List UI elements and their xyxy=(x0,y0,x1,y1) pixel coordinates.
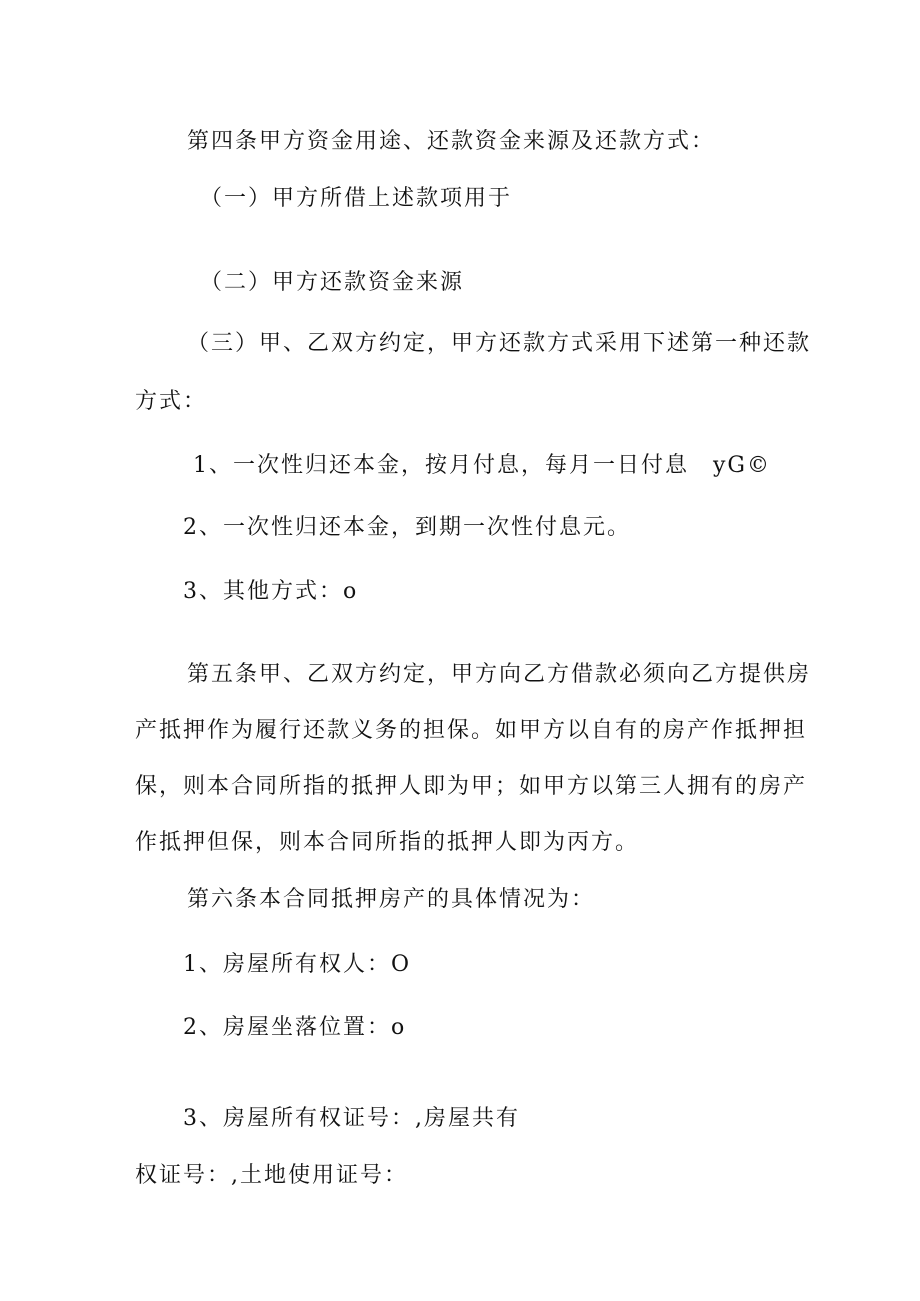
property-owner: 1、房屋所有权人：O xyxy=(183,952,412,977)
article4-item3-line2: 方式： xyxy=(135,389,208,414)
article5-line2: 产抵押作为履行还款义务的担保。如甲方以自有的房产作抵押担 xyxy=(135,718,808,743)
article6-heading: 第六条本合同抵押房产的具体情况为： xyxy=(187,887,596,912)
property-location: 2、房屋坐落位置：o xyxy=(183,1015,407,1040)
property-certificate-line2: 权证号：,土地使用证号： xyxy=(135,1163,408,1188)
repayment-option-2: 2、一次性归还本金，到期一次性付息元。 xyxy=(183,515,631,540)
article4-item2: （二）甲方还款资金来源 xyxy=(200,270,465,295)
article4-item1: （一）甲方所借上述款项用于 xyxy=(200,186,513,211)
article5-line4: 作抵押但保，则本合同所指的抵押人即为丙方。 xyxy=(135,830,640,855)
article4-item3-line1: （三）甲、乙双方约定，甲方还款方式采用下述第一种还款 xyxy=(187,331,812,356)
repayment-option-3: 3、其他方式：o xyxy=(183,579,359,604)
repayment-option-1: 1、一次性归还本金，按月付息，每月一日付息 yG© xyxy=(193,453,772,478)
article5-line1: 第五条甲、乙双方约定，甲方向乙方借款必须向乙方提供房 xyxy=(187,662,812,687)
article4-heading: 第四条甲方资金用途、还款资金来源及还款方式： xyxy=(187,129,716,154)
property-certificate-line1: 3、房屋所有权证号：,房屋共有 xyxy=(183,1106,520,1131)
article5-line3: 保，则本合同所指的抵押人即为甲；如甲方以第三人拥有的房产 xyxy=(135,774,808,799)
